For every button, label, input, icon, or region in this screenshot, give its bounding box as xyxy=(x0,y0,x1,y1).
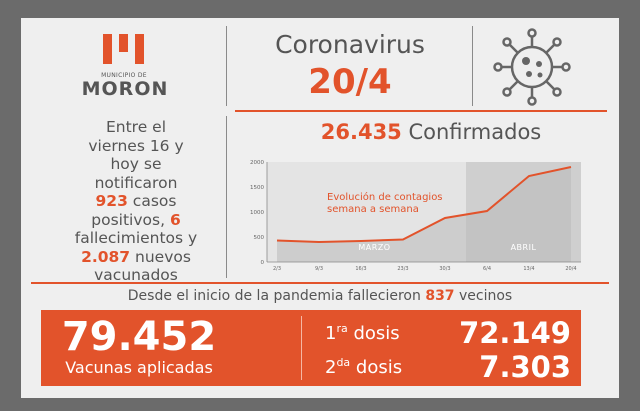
summary-line: Entre el xyxy=(105,118,167,136)
summary-line: notificaron xyxy=(94,173,178,192)
confirmed-label: Confirmados xyxy=(401,120,542,144)
new-cases-count: 923 xyxy=(95,192,128,210)
pandemic-text: vecinos xyxy=(454,288,513,304)
dose-text: dosis xyxy=(350,357,403,378)
summary-text: casos xyxy=(127,192,177,210)
new-deaths-count: 6 xyxy=(169,210,181,229)
summary-line xyxy=(43,211,229,230)
report-date: 20/4 xyxy=(308,62,392,102)
contagion-chart xyxy=(235,154,589,278)
region-label: ABRIL xyxy=(510,243,537,252)
region-label: MARZO xyxy=(358,243,391,252)
chart-annotation: semana a semana xyxy=(327,204,419,215)
logo-name: MORON xyxy=(81,78,169,100)
chart-annotation: Evolución de contagios xyxy=(327,192,443,203)
vaccines-box xyxy=(41,310,581,386)
x-tick-label: 6/4 xyxy=(482,266,492,272)
y-tick-label: 0 xyxy=(260,260,264,266)
dose-ordinal-suffix: da xyxy=(336,356,351,369)
x-tick-label: 2/3 xyxy=(272,266,282,272)
y-tick-label: 500 xyxy=(253,235,264,241)
dose-ordinal-suffix: ra xyxy=(336,322,348,335)
y-tick-label: 1500 xyxy=(250,185,264,191)
page-title: Coronavirus xyxy=(275,30,425,59)
first-dose-label xyxy=(325,322,400,344)
moron-logo-icon xyxy=(99,32,149,66)
weekly-summary xyxy=(43,118,229,285)
second-dose-count: 7.303 xyxy=(479,350,571,384)
x-tick-label: 16/3 xyxy=(355,266,367,272)
new-vaccinated-count: 2.087 xyxy=(81,247,131,266)
y-tick-label: 1000 xyxy=(250,210,264,216)
first-dose-count: 72.149 xyxy=(459,316,571,350)
virus-icon xyxy=(491,26,573,108)
x-tick-label: 30/3 xyxy=(439,266,451,272)
summary-text: positivos, xyxy=(91,210,170,229)
summary-line xyxy=(43,248,229,267)
logo-subtitle: MUNICIPIO DE xyxy=(101,72,147,79)
divider xyxy=(472,26,473,106)
confirmed-heading xyxy=(245,120,617,144)
summary-line: vacunados xyxy=(94,266,178,284)
infographic-panel xyxy=(21,18,619,398)
dose-ordinal: 2 xyxy=(325,357,337,378)
x-tick-label: 9/3 xyxy=(314,266,324,272)
pandemic-text: Desde el inicio de la pandemia fallecieron xyxy=(127,288,426,304)
summary-line: viernes 16 y xyxy=(88,136,184,155)
divider xyxy=(235,110,607,112)
summary-text: nuevos xyxy=(130,247,191,266)
x-tick-label: 23/3 xyxy=(397,266,409,272)
y-tick-label: 2000 xyxy=(250,160,264,166)
x-tick-label: 20/4 xyxy=(565,266,577,272)
confirmed-count: 26.435 xyxy=(320,120,402,144)
second-dose-label xyxy=(325,356,402,378)
summary-line: hoy se xyxy=(110,155,162,173)
vaccines-total-label: Vacunas aplicadas xyxy=(65,358,213,377)
summary-line xyxy=(43,192,229,211)
vaccines-total: 79.452 xyxy=(61,314,217,360)
dose-text: dosis xyxy=(347,323,400,344)
pandemic-deaths xyxy=(21,288,619,304)
summary-line: fallecimientos y xyxy=(74,229,198,247)
x-tick-label: 13/4 xyxy=(523,266,535,272)
divider xyxy=(226,26,227,106)
dose-ordinal: 1 xyxy=(325,323,337,344)
divider xyxy=(301,316,302,380)
pandemic-deaths-count: 837 xyxy=(425,288,455,304)
